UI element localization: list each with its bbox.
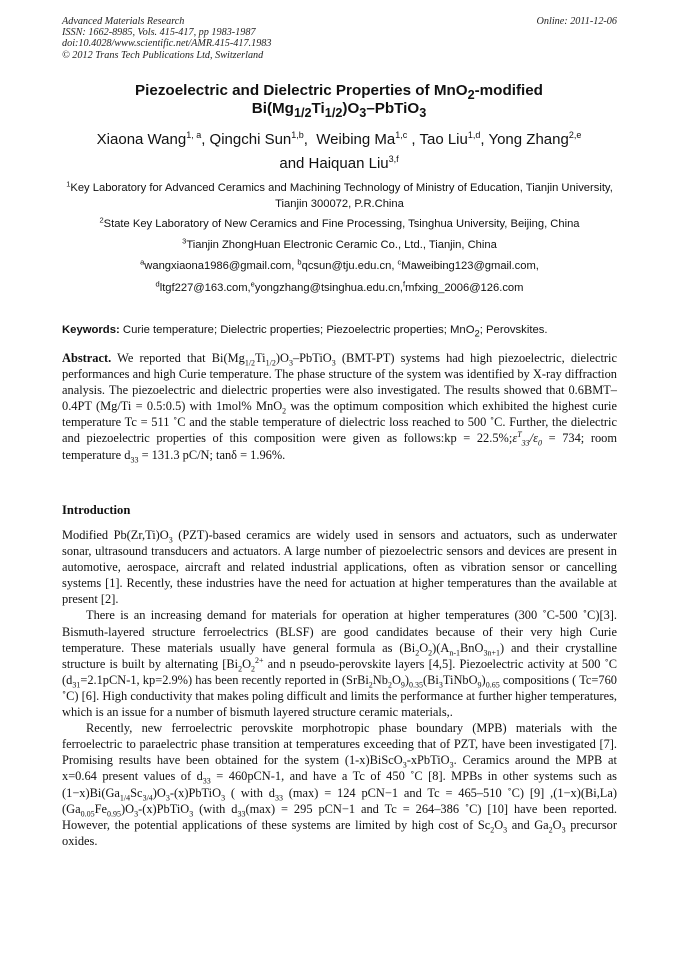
email-link[interactable]: wangxiaona1986@gmail.com, (144, 260, 298, 272)
author: Weibing Ma (316, 131, 396, 148)
journal-doi: doi:10.4028/www.scientific.net/AMR.415-417.1983 (62, 38, 272, 50)
journal-header (62, 16, 617, 61)
email-link[interactable]: yongzhang@tsinghua.edu.cn, (254, 282, 404, 294)
affiliation-3: $^3$Tianjin ZhongHuan Electronic Ceramic Co., Ltd., Tianjin, China (182, 236, 497, 251)
keywords-label: Keywords: (62, 324, 120, 336)
author: Tao Liu (419, 131, 468, 148)
email-link[interactable]: qcsun@tju.edu.cn, (301, 260, 398, 272)
journal-name: Advanced Materials Research (62, 16, 185, 27)
author-line-1: Xiaona Wang$^{1, a}$, Qingchi Sun$^{1,b}$, Weibing Ma$^{1,c}$ , Tao Liu$^{1,d}$, Yong Zhang$^{2,e}$ (96, 130, 582, 148)
section-heading-introduction: Introduction (62, 503, 131, 517)
email-link[interactable]: Maweibing123@gmail.com, (401, 260, 539, 272)
keywords: Keywords: Curie temperature; Dielectric properties; Piezoelectric properties; MnO$_2$; Perovskites. (62, 324, 548, 339)
online-date: Online: 2011-12-06 (536, 16, 617, 27)
title-line-2: $Bi(Mg_{1/2}Ti_{1/2})O_3-PbTiO_3$ (251, 100, 427, 121)
author: Xiaona Wang (96, 131, 187, 148)
email-link[interactable]: mfxing_2006@126.com (405, 282, 524, 294)
email-link[interactable]: ltgf227@163.com, (159, 282, 251, 294)
author-line-2: and Haiquan Liu$^{3,f}$ (279, 154, 399, 172)
journal-issn: ISSN: 1662-8985, Vols. 415-417, pp 1983-1987 (62, 27, 256, 39)
title-line-1: Piezoelectric and Dielectric Properties of MnO$_2$-modified (135, 82, 543, 103)
intro-paragraph-2: There is an increasing demand for materials for operation at higher temperatures (300 ˚C-500 ˚C)[3]. Bismuth-layered structure ferroelectrics (BLSF) are good candidates because of their very high Curie temperature. These materials usually have general formula as $(Bi_2O_2)(A_{n-1}BnO_{3n+1})$ and their crystalline structure is built by alternating [$Bi_2O_2^{2+}$ and n pseudo-perovskite layers [4,5]. Piezoelectric activity at 500 ˚C ($d_{31}=2.1pCN-1$, kp=2.9%) has been recently reported in $(SrBi_2Nb_2O_9)_{0.35}(Bi_3TiNbO_9)_{0.65}$ compositions ( Tc=760 ˚C) [6]. High conductivity that makes poling difficult and limits the performance at further higher temperatures, which is an issue for a number of bismuth layered structure ceramic materials,. (62, 608, 617, 720)
abstract-label: Abstract. (62, 351, 112, 365)
paper-title (0, 82, 678, 121)
email-line-1: $^a$wangxiaona1986@gmail.com, $^b$qcsun@tju.edu.cn, $^c$Maweibing123@gmail.com, (140, 257, 539, 272)
author: Yong Zhang (488, 131, 569, 148)
affiliation-1: $^1$Key Laboratory for Advanced Ceramics and Machining Technology of Ministry of Education, Tianjin University, Tianjin 300072, P.R.China (66, 179, 613, 210)
journal-copyright: © 2012 Trans Tech Publications Ltd, Switzerland (62, 49, 264, 61)
introduction-body (62, 527, 617, 849)
abstract: Abstract. We reported that $Bi(Mg_{1/2}Ti_{1/2})O_3-PbTiO_3$ (BMT-PT) systems had high piezoelectric, dielectric performances and high Curie temperature. The phase structure of the system was identified by X-ray diffraction analysis. The piezoelectric and dielectric properties were also investigated. The results showed that 0.6BMT–0.4PT (Mg/Ti = 0.5:0.5) with 1mol% MnO$_2$ was the optimum composition which exhibited the highest curie temperature Tc = 511 ˚C and the stable temperature of dielectric loss reached to 500 ˚C. Further, the dielectric and piezoelectric properties of this composition were given as follows:kp = $22.5\%;\varepsilon^T_{33}/\varepsilon_0 = 734$; room temperature $d_{33} = 131.3$ pC/N; tanδ = 1.96%. (62, 351, 617, 465)
email-line-2: $^d$ltgf227@163.com,$^e$yongzhang@tsinghua.edu.cn,$^f$mfxing_2006@126.com (155, 279, 524, 294)
author-list (0, 128, 678, 176)
affiliation-2: $^2$State Key Laboratory of New Ceramics and Fine Processing, Tsinghua University, Beijing, China (99, 215, 580, 230)
author: and Haiquan Liu (279, 155, 389, 172)
epsilon-ratio: $\varepsilon^T_{33}/\varepsilon_0$ (512, 430, 542, 448)
intro-paragraph-1: Modified $Pb(Zr,Ti)O_3$ (PZT)-based ceramics are widely used in sensors and actuators, such as underwater sonar, ultrasound transducers and actuators. A large number of piezoelectric sensors and devices are present in automotive, aerospace, aircraft and related industrial applications, often as vibration sensor or cancelling systems [1]. Recently, these industries have the need for actuation at higher temperatures than the available at present [2]. (62, 528, 617, 607)
intro-paragraph-3: Recently, new ferroelectric perovskite morphotropic phase boundary (MPB) materials with the ferroelectric to paraelectric phase transition at temperatures exceeding that of PZT, have been investigated [7]. Promising results have been obtained for the system (1-x)BiScO$_3$-xPbTiO$_3$. Ceramics around the MPB at x=0.64 present values of $d_{33} = 460pCN-1$, and have a Tc of 450 ˚C [8]. MPBs in other systems such as $(1-x)Bi(Ga_{1/4}Sc_{3/4})O_3-(x)PbTiO_3$ ( with $d_{33}$ (max) = 124 pCN−1 and Tc = 465–510 ˚C) [9] $,(1-x)(Bi,La)(Ga_{0.05}Fe_{0.95})O_3-(x)PbTiO_3$ (with $d_{33}(\max) = 295$ pCN−1 and Tc = 264–386 ˚C) [10] have been reported. However, the potential applications of these systems are limited by high cost of $Sc_2O_3$ and $Ga_2O_3$ precursor oxides. (62, 721, 618, 848)
author: Qingchi Sun (209, 131, 292, 148)
